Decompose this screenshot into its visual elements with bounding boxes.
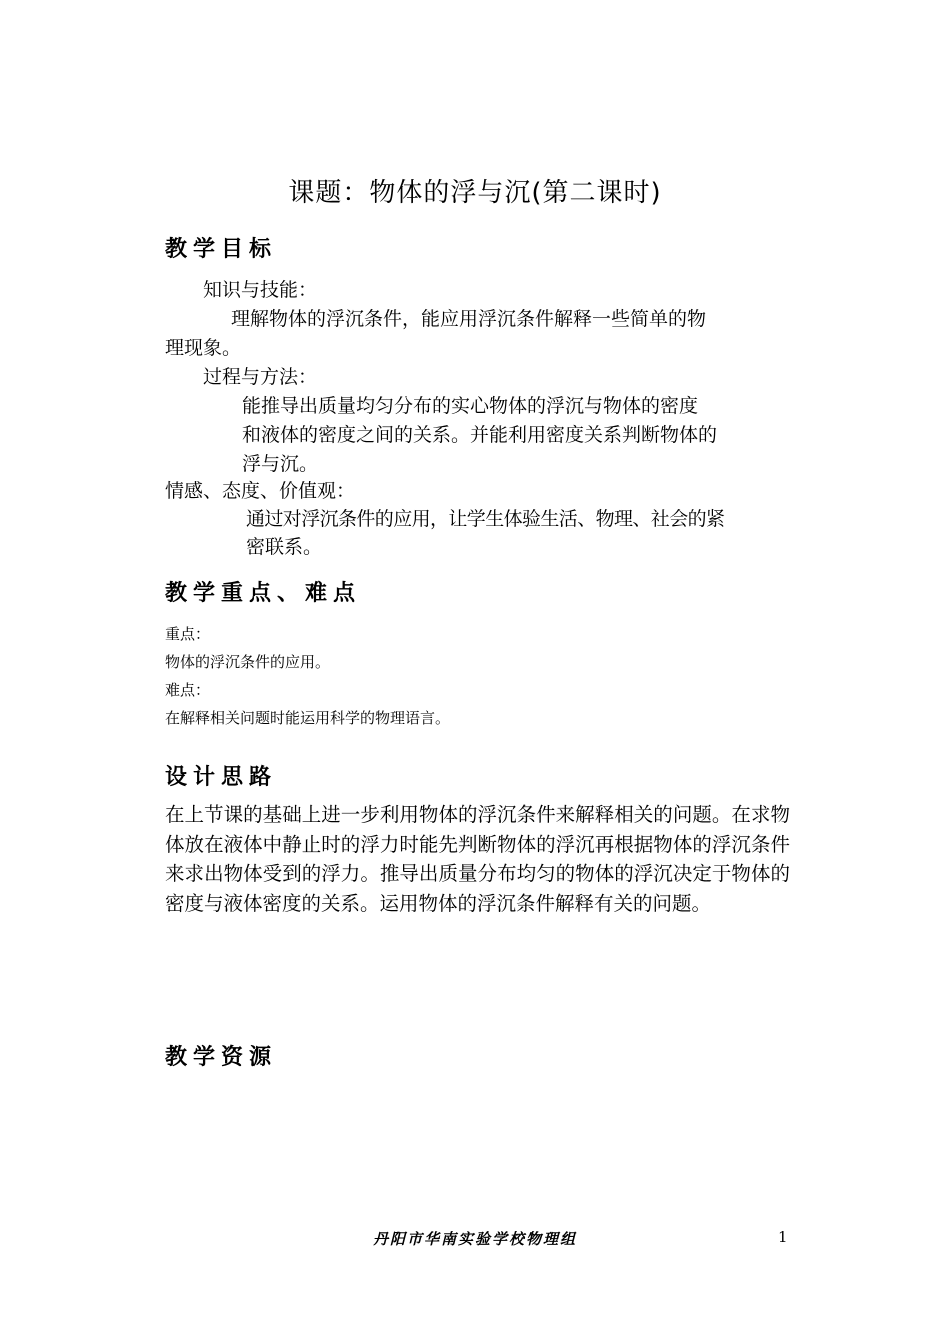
- emotion-line-1: 通过对浮沉条件的应用，让学生体验生活、物理、社会的紧: [246, 508, 725, 530]
- key-points-heading: 教学重点、难点: [165, 580, 362, 606]
- knowledge-line-2: 理现象。: [165, 337, 242, 359]
- page-title: 课题：物体的浮与沉(第二课时): [288, 178, 662, 208]
- key-text: 物体的浮沉条件的应用。: [165, 653, 331, 671]
- objectives-heading: 教学目标: [165, 236, 278, 262]
- difficult-label: 难点：: [165, 681, 211, 699]
- emotion-line-2: 密联系。: [246, 536, 323, 558]
- design-paragraph: 在上节课的基础上进一步利用物体的浮沉条件来解释相关的问题。在求物体放在液体中静止时的浮力时能先判断物体的浮沉再根据物体的浮沉条件来求出物体受到的浮力。推导出质量分布均匀的物体的浮沉决定于物体的密度与液体密度的关系。运用物体的浮沉条件解释有关的问题。: [165, 803, 790, 915]
- process-label: 过程与方法：: [203, 366, 318, 388]
- process-line-2: 和液体的密度之间的关系。并能利用密度关系判断物体的: [242, 424, 718, 446]
- process-line-1: 能推导出质量均匀分布的实心物体的浮沉与物体的密度: [242, 395, 699, 417]
- footer-text: 丹阳市华南实验学校物理组: [372, 1230, 577, 1248]
- key-label: 重点：: [165, 625, 211, 643]
- process-line-3: 浮与沉。: [242, 453, 319, 475]
- knowledge-label: 知识与技能：: [203, 279, 318, 301]
- page-number: 1: [778, 1228, 788, 1246]
- emotion-label: 情感、态度、价值观：: [165, 480, 356, 502]
- resources-heading: 教学资源: [165, 1044, 278, 1070]
- difficult-text: 在解释相关问题时能运用科学的物理语言。: [165, 709, 451, 727]
- knowledge-line-1: 理解物体的浮沉条件，能应用浮沉条件解释一些简单的物: [231, 308, 707, 330]
- design-heading: 设计思路: [165, 764, 278, 790]
